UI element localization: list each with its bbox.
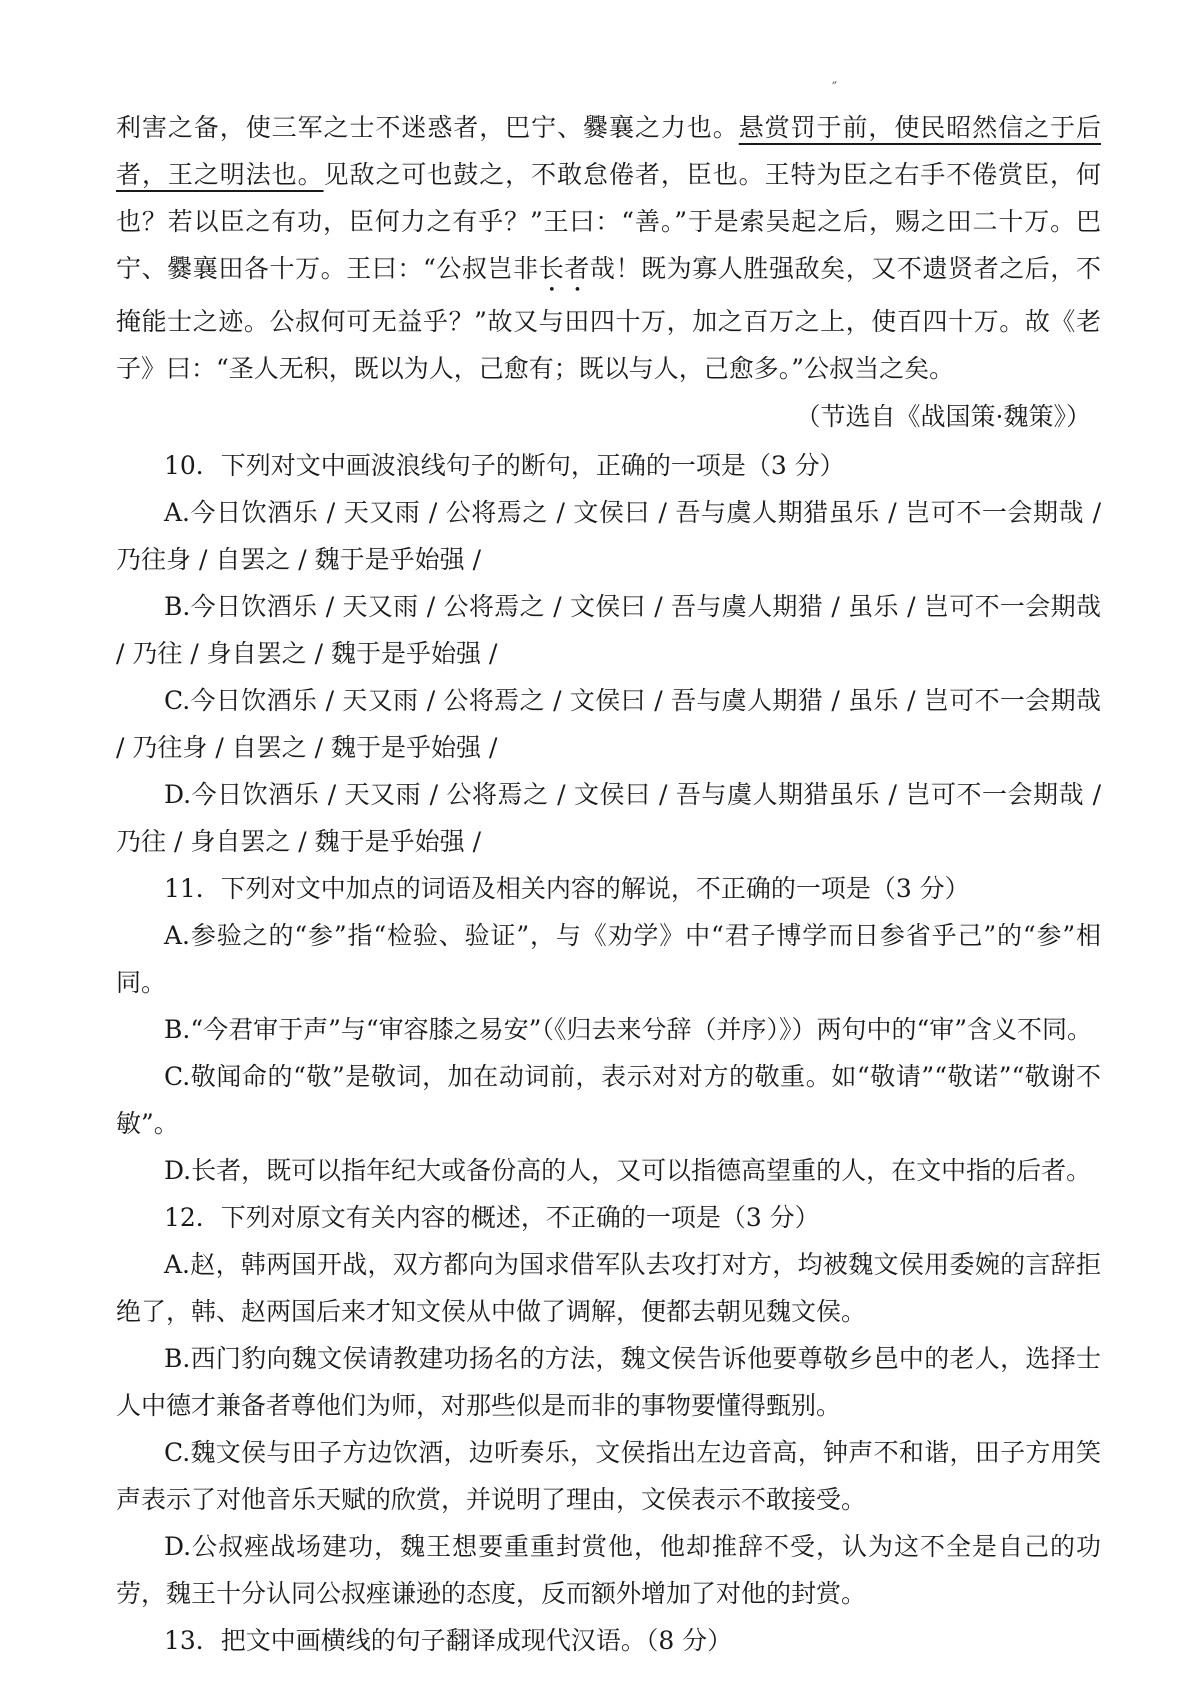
passage-paragraph [116, 104, 1101, 392]
question-12-option-d: D.公叔痤战场建功，魏王想要重重封赏他，他却推辞不受，认为这不全是自己的功劳，魏王十分认同公叔痤谦逊的态度，反而额外增加了对他的封赏。 [116, 1532, 1101, 1608]
passage-sentence-3: 见敌之可也鼓之，不敢怠倦者，臣也。王特为臣之右手不倦赏臣，何也？若以臣之有功，臣何力之有乎？”王曰：“善。”于是索吴起之后，赐之田二十万。巴宁、爨襄田各十万。王曰：“公叔岂非 [116, 160, 1101, 283]
question-10-option-d: D.今日饮酒乐 / 天又雨 / 公将焉之 / 文侯曰 / 吾与虞人期猎虽乐 / 岂可不一会期哉 / 乃往 / 身自罢之 / 魏于是乎始强 / [116, 780, 1101, 856]
source-citation: （节选自《战国策·魏策》） [795, 402, 1091, 431]
page-marker: ″ [832, 80, 838, 96]
question-10-stem: 10．下列对文中画波浪线句子的断句，正确的一项是（3 分） [164, 451, 845, 480]
dotted-word: 长者 [538, 254, 590, 283]
question-11-stem: 11．下列对文中加点的词语及相关内容的解说，不正确的一项是（3 分） [164, 874, 970, 903]
question-11-option-d: D.长者，既可以指年纪大或备份高的人，又可以指德高望重的人，在文中指的后者。 [164, 1156, 1092, 1185]
question-12-option-b: B.西门豹向魏文侯请教建功扬名的方法，魏文侯告诉他要尊敬乡邑中的老人，选择士人中德才兼备者尊他们为师，对那些似是而非的事物要懂得甄别。 [116, 1344, 1101, 1420]
question-12-stem: 12．下列对原文有关内容的概述，不正确的一项是（3 分） [164, 1203, 820, 1232]
question-10-option-b: B.今日饮酒乐 / 天又雨 / 公将焉之 / 文侯曰 / 吾与虞人期猎 / 虽乐 / 岂可不一会期哉 / 乃往 / 身自罢之 / 魏于是乎始强 / [116, 592, 1101, 668]
question-12-option-a: A.赵，韩两国开战，双方都向为国求借军队去攻打对方，均被魏文侯用委婉的言辞拒绝了，韩、赵两国后来才知文侯从中做了调解，便都去朝见魏文侯。 [116, 1250, 1101, 1326]
passage-sentence-4: 哉！既为寡人胜强敌矣，又不遗贤者之后，不掩能士之迹。公叔何可无益乎？”故又与田四十万，加之百万之上，使百四十万。故《老子》曰：“圣人无积，既以为人，己愈有；既以与人，己愈多。”公叔当之矣。 [116, 254, 1101, 383]
underlined-sentence: 悬赏罚于前，使民昭然信之于后者，王之明法也。 [116, 113, 1101, 189]
question-12-option-c: C.魏文侯与田子方边饮酒，边听奏乐，文侯指出左边音高，钟声不和谐，田子方用笑声表示了对他音乐天赋的欣赏，并说明了理由，文侯表示不敢接受。 [116, 1438, 1101, 1514]
question-11-option-c: C.敬闻命的“敬”是敬词，加在动词前，表示对对方的敬重。如“敬请”“敬诺”“敬谢不敏”。 [116, 1062, 1101, 1138]
question-10-option-a: A.今日饮酒乐 / 天又雨 / 公将焉之 / 文侯曰 / 吾与虞人期猎虽乐 / 岂可不一会期哉 / 乃往身 / 自罢之 / 魏于是乎始强 / [116, 498, 1101, 574]
question-11-option-b: B.“今君审于声”与“审容膝之易安”（《归去来兮辞（并序）》）两句中的“审”含义不同。 [164, 1015, 1093, 1044]
question-13-stem: 13．把文中画横线的句子翻译成现代汉语。（8 分） [164, 1626, 733, 1655]
question-10-option-c: C.今日饮酒乐 / 天又雨 / 公将焉之 / 文侯曰 / 吾与虞人期猎 / 虽乐 / 岂可不一会期哉 / 乃往身 / 自罢之 / 魏于是乎始强 / [116, 686, 1101, 762]
passage-sentence-1: 利害之备，使三军之士不迷惑者，巴宁、爨襄之力也。 [116, 113, 739, 142]
exam-content [116, 104, 1101, 1664]
question-11-option-a: A.参验之的“参”指“检验、验证”，与《劝学》中“君子博学而日参省乎己”的“参”相同。 [116, 921, 1101, 997]
